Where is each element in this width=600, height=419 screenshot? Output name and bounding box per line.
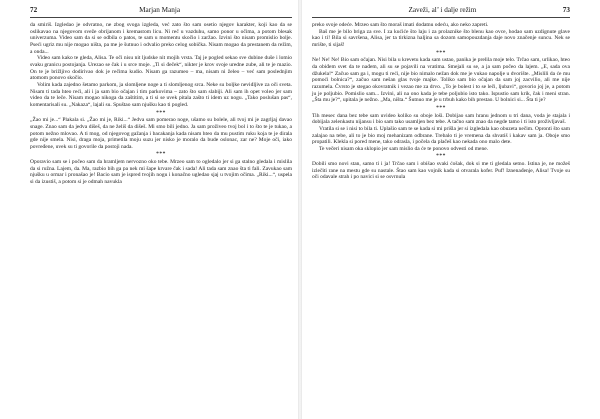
paragraph: Tih mesec dana bez tebe sam uvideo koliko su oboje loši. Dobijao sam hranu jednom u tri dana, voda je stajala i dobijala zelenkastu nijansu i bio sam tako usamljen bez tebe. A tačno sam znao da negde tamo i ti isto proživljavaš. xyxy=(312,112,570,126)
section-separator: *** xyxy=(156,151,166,158)
paragraph: Ne! Ne! Ne! Bio sam očajan. Nisi bila u krevetu kada sam ustao, panika je prelila moje telo. Trčao sam, urlikao, hteo da obiđem svet da te nađem, ali su se pojavili na vratima. Smejali su se, a ja sam počeo da lajem. „E, sada ova džukela!“ Začuo sam ga i, mogu ti reći, nije bio nimalo nežan dok me je vukao napolje u dvorište. „Mislili da će mu pomoći bolnica?“, začuo sam nešan glas tvoje majke. Toliko sam bio očajan da sam joj zacvilio, ali me nije razumela. Čvrsto je stegao okovratnik i vezao me za drvo. „To je bolest i to se leči, ljubavi“, govorio joj je, a potom ju je poljubio. Pomislio sam... Izvini, ali na ono kada je tebe poljubio isto tako. Ispustio sam krik, čak i meni stran. „Šta mu je?“, upitala je nežno. „Ma, ništa.“ Šutnuo me je u trbuh kako bih prestao. U bolnici si... Šta ti je? xyxy=(312,57,570,104)
page-number: 73 xyxy=(562,6,570,14)
running-head: Marjan Manja xyxy=(139,6,181,14)
paragraph: Baš me je bilo briga za sve. I za kućiće što laju i za prolaznike što blenu kao ovce, hodao sam uzdignute glave kao i ti! Bila si savršena, Alisa, jer ta tirkizna haljina sa dozom samopouzdanja daje novo značenje suncu. Nek se mrište, ti sijaš! xyxy=(312,28,570,48)
paragraph: Video sam kako te gleda, Alisa. Te oči nisu nit ljudske nit mojih vrsta. Taj je pogled sekao sve dubine duše i lomio svaku granicu postojanja. Urezao se čak i u srce moje. „Ti si đeček“, nikter je krov svoje uredne zube, ali te je mazio. On te je brižljivo dodirivao dok je rečima kudio. Nisam ga razumeo – ma, nisam ni želeo – već sam poslednjim atomom ponovo skočio. xyxy=(30,55,292,82)
section-separator: *** xyxy=(156,109,166,116)
right-page xyxy=(300,0,600,419)
paragraph: da smiriš. Izgledao je odvratno, ne zbog svoga izgleda, već zato što sam osetio njegov karakter, koji kao da se oslikavao na njegovom svežе obrijanom i kremastom licu. Ni reč u vazduhu, samo ponor u očima, a potom blesak univerzuma. Video sam da si se odbila o patos, te sam u momentu skočio i zaržao. Izvini što nisam promislio bolje. Pseći ugriz mu nije mogao ništa, pa me je šutnuo i odvalio preko celog sobička. Nisam mogao da prestanem da režim, a onda... xyxy=(30,22,292,55)
paragraph: preko svoje odeće. Mrzeo sam što moraš imati dodatnu odeću, ako neko zapreti. xyxy=(312,22,489,28)
running-head: Zaveži, al’ i dalje režim xyxy=(408,6,477,14)
paragraph: Volim kada zajedno šetamo parkom, ja slomljene noge a ti slomljenog srca. Neke su boljke nevidljive za oči sveta. Nisam ti tada hteo reći, ali i ja sam bio očajan i tim parkovima – zato što sam slabiji. Ali sam ih opet voleo jer sam video da te leče. Nisam mogao nikoga da zaštitim, a ti si se uvek pitala zašto ti idem uz nogu. „Tako poslušan pas“, komentarisali su. „Nakaza“, lajali su. Spuštao sam njušku kao ti pogled. xyxy=(30,81,292,108)
page-number: 72 xyxy=(30,6,38,14)
right-page-header xyxy=(312,6,570,18)
paragraph: Oporavio sam se i počeo sam da hramljem nervozno oko tebe. Mrzeo sam to ogledalo jer si ga stalno gledala i mislila da si ružna. Lajem, da. Ma, razbio bih ga pa nek mi šape krvare čak i sada! Ali tada sam znao šta ti fali. Zavukao sam njušku u ormar i pronašao je! Bacio sam je ispred tvojih nogu i konačno ugledao sjaj u tvojim očima. „Riki...“, uspela si da izustiš, a potom si je odmah navukla xyxy=(30,159,292,186)
section-separator: *** xyxy=(436,104,446,111)
paragraph: „Žao mi je...“ Plakala si. „Žao mi je, Riki...“ Jedva sam pomerao noge, ušamo su bolele, ali tvoj mi je zagrljaj davao snage. Znao sam da jedva dišeš, da ne želiš da dišeš. Mi smo bili jedno. Ja sam proživeo tvoj bol i to što te je tukao, a potom nežno mlovao. A ti mog, od njegovog gažanja i bacakanja kada nisam hteo da mu pustim ruku koja te je dirala gde nije smela. Nisi, draga moja, primetila moju suzu jer nisko je moralo da bude oslonac, zar ne? Moje oči, iako povređene, uvek su ti govorile da postoji nada. xyxy=(30,117,292,150)
right-page-text xyxy=(312,22,570,181)
left-page-text xyxy=(30,22,292,186)
paragraph: Vratila si se i nisi to bila ti. Uplašio sam te se kada si mi prišla jer si izgledala kao obuzeta nečim. Opronti što sam zalajao na tebe, ali to je bio moj mehanizam odbrane. Trebalo ti je vremena da shvatiš i kakav sam ja. Oboje smo propatili. Klekla si pored mene, tako odrasla, i počela da plačeš kao nekada ono malo dete. xyxy=(312,125,570,146)
paragraph: Te večeri nisam oka sklopio jer sam mislio da će te ponovo odvesti od mene. xyxy=(319,145,489,152)
section-separator: *** xyxy=(436,49,446,56)
section-separator: *** xyxy=(436,153,446,160)
left-page-header xyxy=(30,6,292,18)
paragraph: Dobili smo novi stan, samo ti i ja! Trčao sam i obišao svaki ćošak, dok si me ti gledala setno. Istina je, ne možeš izlečiti rane na mestu gde su nastale. Štao sam kao vojnik kada si otvarala kofer. Puf! Iznenađenje, Alisa! Tvoje su oči odavale strah i po navici si se osvrnula xyxy=(312,161,570,181)
